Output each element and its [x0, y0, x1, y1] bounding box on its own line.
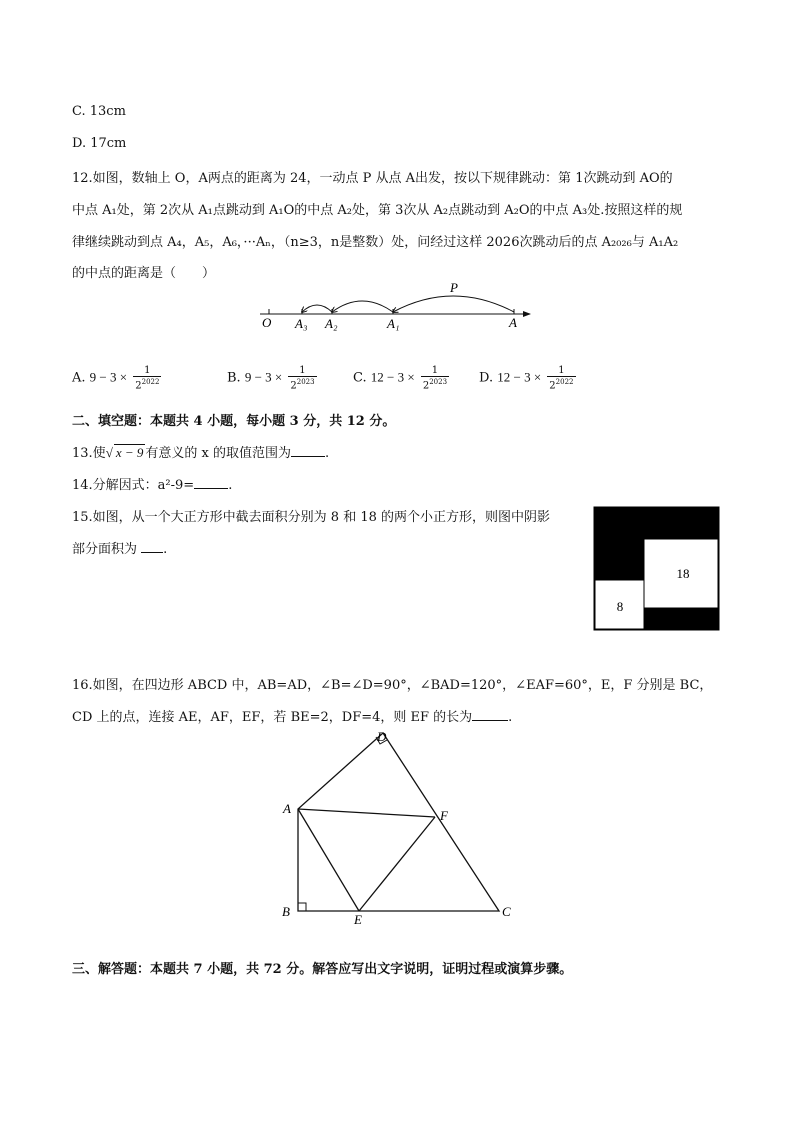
q13-radicand: x − 9 [115, 445, 144, 460]
quadrilateral-figure [270, 726, 570, 926]
q14-end: . [228, 478, 233, 493]
option-d-expr: 12 − 3 × [497, 369, 542, 385]
label-a: A [283, 801, 291, 816]
q16-line2-text: CD 上的点，连接 AE，AF，EF，若 BE=2，DF=4，则 EF 的长为 [72, 710, 473, 725]
number-line-figure [0, 280, 794, 340]
label-c: C [502, 904, 511, 919]
segment-ae [298, 809, 359, 911]
option-d-fraction [547, 365, 575, 391]
q16-line1: 16.如图，在四边形 ABCD 中，AB=AD，∠B=∠D=90°，∠BAD=120°，∠EAF=60°，E，F 分别是 BC， [72, 678, 713, 693]
label-f: F [440, 808, 448, 823]
q12-line3: 律继续跳动到点 A₄，A₅，A₆，···Aₙ，（n≥3，n是整数）处，问经过这样 2026次跳动后的点 A₂₀₂₆与 A₁A₂ [72, 235, 679, 250]
option-b-numerator: 1 [288, 365, 316, 377]
label-a1: A₁ [387, 316, 400, 331]
option-d-prev: D. 17cm [72, 136, 127, 151]
q12-line1: 12.如图，数轴上 O，A两点的距离为 24，一动点 P 从点 A出发，按以下规律跳动：第 1次跳动到 AO的 [72, 171, 673, 186]
label-18: 18 [676, 566, 690, 581]
jump-arc-1 [393, 296, 514, 312]
option-c-exponent: 2023 [429, 378, 448, 386]
label-b: B [282, 904, 290, 919]
q13-end: . [324, 446, 330, 461]
label-a: A [509, 315, 517, 330]
option-a[interactable] [72, 365, 161, 391]
q13-pre: 13.使 [72, 446, 106, 461]
q13: 13.使√ x − 9 有意义的 x 的取值范围为 . [72, 445, 330, 461]
option-c-expr: 12 − 3 × [370, 369, 415, 385]
q14 [72, 474, 232, 493]
q12-line2: 中点 A₁处，第 2次从 A₁点跳动到 A₁O的中点 A₂处，第 3次从 A₂点跳动到 A₂O的中点 A₃处.按照这样的规 [72, 203, 683, 218]
option-b-base: 2 [290, 380, 297, 392]
q16-line2 [72, 706, 512, 725]
label-8: 8 [616, 599, 624, 614]
label-e: E [354, 912, 362, 926]
option-d-numerator: 1 [547, 365, 575, 377]
section2-heading: 二、填空题：本题共 4 小题，每小题 3 分，共 12 分。 [72, 414, 396, 429]
label-o: O [262, 315, 272, 330]
option-d[interactable] [479, 365, 576, 391]
option-b[interactable] [227, 365, 317, 391]
q15-end: . [163, 542, 168, 557]
option-b-exponent: 2023 [296, 378, 315, 386]
label-a3: A₃ [295, 316, 308, 331]
q12-line4: 的中点的距离是（ ） [72, 266, 216, 281]
option-b-label: B. [227, 370, 241, 386]
option-a-numerator: 1 [133, 365, 161, 377]
label-a2: A₂ [325, 316, 338, 331]
squares-figure [593, 506, 723, 632]
option-c-numerator: 1 [421, 365, 449, 377]
option-d-label: D. [479, 370, 494, 386]
label-d: D [377, 729, 387, 744]
q15-answer-blank[interactable] [141, 552, 163, 553]
q14-answer-blank[interactable] [194, 488, 228, 489]
q15-line1: 15.如图，从一个大正方形中截去面积分别为 8 和 18 的两个小正方形，则图中阴影 [72, 510, 551, 525]
option-a-label: A. [72, 370, 86, 386]
q13-post: 有意义的 x 的取值范围为 [145, 446, 291, 461]
quadrilateral-abcd [298, 733, 499, 911]
jump-arc-3 [302, 305, 332, 312]
option-c-fraction [421, 365, 449, 391]
option-a-exponent: 2022 [141, 378, 160, 386]
q13-answer-blank[interactable] [291, 456, 325, 457]
option-d-base: 2 [549, 380, 556, 392]
option-a-fraction [133, 365, 161, 391]
q16-end: . [508, 710, 513, 725]
option-b-expr: 9 − 3 × [244, 369, 283, 385]
option-a-expr: 9 − 3 × [89, 369, 128, 385]
option-c[interactable] [353, 365, 449, 391]
option-c-prev: C. 13cm [72, 104, 126, 119]
label-p: P [450, 280, 458, 295]
q16-answer-blank[interactable] [472, 720, 508, 721]
q14-pre: 14.分解因式：a²-9= [72, 478, 195, 493]
segment-af [298, 809, 435, 817]
q15-line2 [72, 538, 167, 557]
right-angle-b [298, 903, 306, 911]
option-d-exponent: 2022 [555, 378, 574, 386]
option-b-fraction [288, 365, 316, 391]
jump-arc-2 [332, 301, 393, 312]
segment-ef [359, 817, 435, 911]
section3-heading: 三、解答题：本题共 7 小题，共 72 分。解答应写出文字说明，证明过程或演算步骤。 [72, 962, 573, 977]
option-c-base: 2 [422, 380, 430, 392]
q15-line2-text: 部分面积为 [72, 542, 138, 557]
option-c-label: C. [353, 370, 367, 386]
option-a-base: 2 [135, 380, 142, 392]
